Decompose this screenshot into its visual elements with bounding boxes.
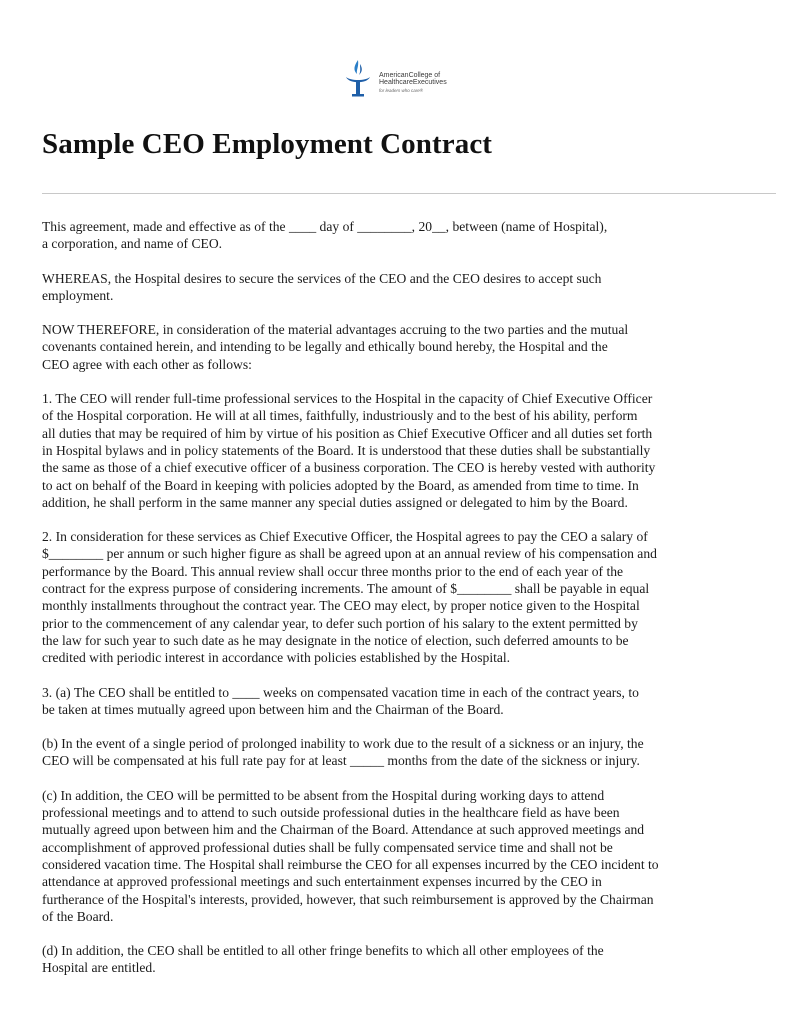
paragraph-line: furtherance of the Hospital's interests, provided, however, that such reimbursement is approved by the Chairman bbox=[42, 891, 654, 907]
logo-org-line2: HealthcareExecutives bbox=[379, 79, 447, 86]
paragraph-line: This agreement, made and effective as of the ____ day of ________, 20__, between (name of Hospital), bbox=[42, 219, 608, 234]
paragraph-line: NOW THEREFORE, in consideration of the material advantages accruing to the two parties and the mutual bbox=[42, 322, 629, 338]
torch-bowl bbox=[346, 77, 370, 82]
paragraph-line: 3. (a) The CEO shall be entitled to ____ weeks on compensated vacation time in each of the contract years, to bbox=[42, 684, 639, 700]
paragraph bbox=[42, 528, 757, 666]
torch-base bbox=[352, 94, 364, 97]
logo-tagline: for leaders who care® bbox=[379, 88, 424, 93]
paragraph-line: monthly installments throughout the contract year. The CEO may elect, by proper notice given to the Hospital bbox=[42, 598, 640, 614]
ache-logo bbox=[343, 58, 453, 102]
paragraph bbox=[42, 270, 757, 305]
title-divider bbox=[42, 193, 776, 194]
paragraph-line: employment. bbox=[42, 287, 114, 303]
paragraph-line: considered vacation time. The Hospital shall reimburse the CEO for all expenses incurred by the CEO incident to bbox=[42, 856, 659, 872]
paragraph-line: Hospital are entitled. bbox=[42, 960, 156, 976]
torch-flame bbox=[354, 60, 358, 74]
logo-wordmark bbox=[379, 72, 447, 94]
paragraph-line: 2. In consideration for these services as Chief Executive Officer, the Hospital agrees to pay the CEO a salary of bbox=[42, 529, 648, 545]
paragraph-line: all duties that may be required of him by virtue of his position as Chief Executive Officer and all duties set forth bbox=[42, 425, 653, 441]
logo-org-line1: AmericanCollege of bbox=[379, 72, 441, 79]
paragraph-line: the law for such year to such date as he may designate in the notice of election, such deferred amounts to be bbox=[42, 632, 629, 648]
paragraph-line: (c) In addition, the CEO will be permitted to be absent from the Hospital during working days to attend bbox=[42, 787, 605, 803]
paragraph-line: contract for the express purpose of considering increments. The amount of $________ shall be payable in equal bbox=[42, 581, 650, 597]
paragraph bbox=[42, 218, 757, 253]
paragraph bbox=[42, 735, 757, 770]
torch-logo-icon bbox=[343, 58, 373, 98]
paragraph-line: of the Board. bbox=[42, 908, 114, 924]
paragraph bbox=[42, 321, 757, 373]
paragraph-line: mutually agreed upon between him and the Chairman of the Board. Attendance at such approved meetings and bbox=[42, 822, 645, 838]
document-body bbox=[42, 218, 757, 994]
paragraph-line: to act on behalf of the Board in keeping with policies adopted by the Board, as amended from time to time. In bbox=[42, 477, 639, 493]
paragraph bbox=[42, 684, 757, 719]
torch-flame-accent bbox=[359, 64, 362, 75]
paragraph-line: of the Hospital corporation. He will at all times, faithfully, industriously and to the best of his ability, perform bbox=[42, 408, 638, 424]
paragraph-line: (d) In addition, the CEO shall be entitled to all other fringe benefits to which all other employees of the bbox=[42, 943, 604, 959]
paragraph-line: accomplishment of approved professional duties shall be fully compensated service time and shall not be bbox=[42, 839, 613, 855]
paragraph-line: CEO agree with each other as follows: bbox=[42, 356, 252, 372]
paragraph-line: the same as those of a chief executive officer of a business corporation. The CEO is hereby vested with authority bbox=[42, 460, 656, 476]
paragraph-line: attendance at approved professional meetings and such entertainment expenses incurred by the CEO in bbox=[42, 874, 602, 890]
paragraph-line: performance by the Board. This annual review shall occur three months prior to the end of each year of the bbox=[42, 563, 624, 579]
paragraph-line: be taken at times mutually agreed upon between him and the Chairman of the Board. bbox=[42, 701, 504, 717]
paragraph-line: covenants contained herein, and intending to be legally and ethically bound hereby, the Hospital and the bbox=[42, 339, 608, 355]
paragraph-line: WHEREAS, the Hospital desires to secure the services of the CEO and the CEO desires to accept such bbox=[42, 270, 602, 286]
paragraph bbox=[42, 787, 757, 925]
paragraph-line: professional meetings and to attend to such outside professional duties in the healthcare field as have been bbox=[42, 805, 620, 821]
paragraph-line: CEO will be compensated at his full rate pay for at least _____ months from the date of the sickness or injury. bbox=[42, 753, 640, 769]
paragraph-line: credited with periodic interest in accordance with policies established by the Hospital. bbox=[42, 650, 511, 666]
paragraph-line: 1. The CEO will render full-time professional services to the Hospital in the capacity of Chief Executive Officer bbox=[42, 391, 653, 407]
torch-handle bbox=[356, 82, 360, 94]
paragraph bbox=[42, 942, 757, 977]
paragraph bbox=[42, 390, 757, 511]
paragraph-line: (b) In the event of a single period of prolonged inability to work due to the result of a sickness or an injury, the bbox=[42, 736, 644, 752]
paragraph-line: a corporation, and name of CEO. bbox=[42, 236, 223, 252]
paragraph-line: prior to the commencement of any calendar year, to defer such portion of his salary to the extent permitted by bbox=[42, 615, 638, 631]
document-title: Sample CEO Employment Contract bbox=[42, 128, 493, 160]
paragraph-line: addition, he shall perform in the same manner any special duties assigned or delegated to him by the Board. bbox=[42, 494, 628, 510]
paragraph-line: $________ per annum or such higher figure as shall be agreed upon at an annual review of his compensation and bbox=[42, 546, 657, 562]
paragraph-line: in Hospital bylaws and in policy statements of the Board. It is understood that these duties shall be substantially bbox=[42, 442, 651, 458]
